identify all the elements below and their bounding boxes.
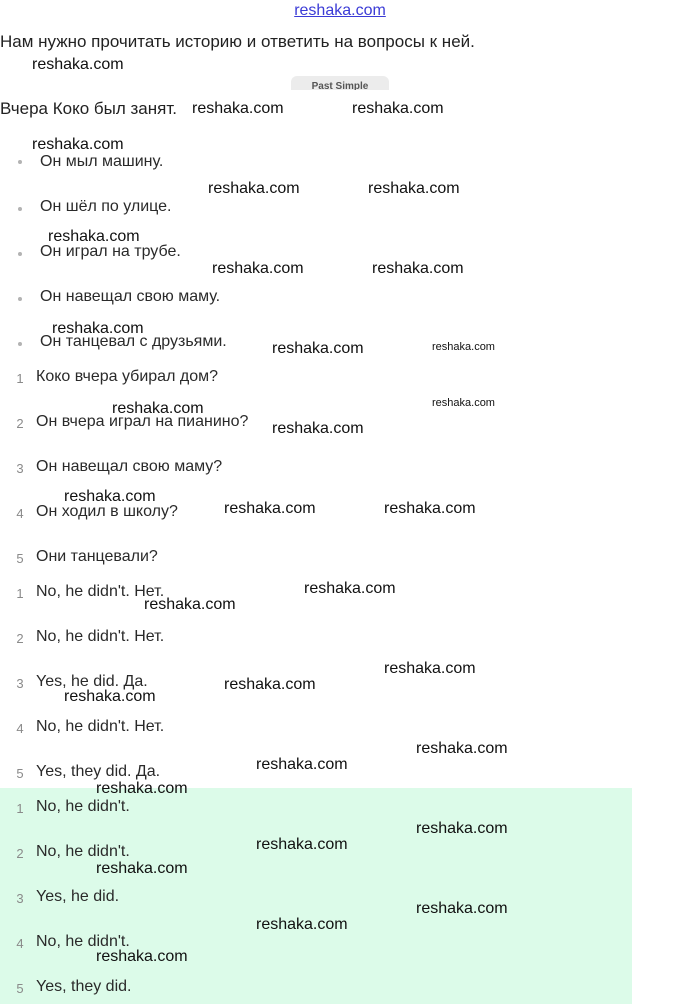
grammar-tag: Past Simple	[291, 76, 389, 90]
watermark: reshaka.com	[256, 756, 348, 773]
watermark: reshaka.com	[208, 180, 300, 197]
item-number: 2	[16, 416, 24, 431]
watermark: reshaka.com	[96, 780, 188, 797]
watermark: reshaka.com	[304, 580, 396, 597]
list-item-text: Он мыл машину.	[40, 153, 164, 170]
answer-text: No, he didn't.	[36, 933, 130, 950]
watermark: reshaka.com	[272, 340, 364, 357]
watermark: reshaka.com	[416, 900, 508, 917]
watermark: reshaka.com	[96, 860, 188, 877]
answer-text: No, he didn't.	[36, 798, 130, 815]
question-text: Он навещал свою маму?	[36, 458, 223, 475]
answer-text: No, he didn't.	[36, 843, 130, 860]
watermark: reshaka.com	[52, 320, 144, 337]
item-number: 1	[16, 801, 24, 816]
watermark: reshaka.com	[352, 100, 444, 117]
watermark: reshaka.com	[144, 596, 236, 613]
item-number: 5	[16, 981, 24, 996]
bullet-icon	[18, 207, 22, 211]
item-number: 3	[16, 891, 24, 906]
answer-text: Yes, they did. Да.	[36, 763, 161, 780]
bullet-icon	[18, 160, 22, 164]
watermark: reshaka.com	[212, 260, 304, 277]
item-number: 2	[16, 631, 24, 646]
question-text: Он вчера играл на пианино?	[36, 413, 249, 430]
list-item-text: Он играл на трубе.	[40, 243, 181, 260]
answer-text: Yes, he did. Да.	[36, 673, 148, 690]
bullet-icon	[18, 252, 22, 256]
item-number: 5	[16, 551, 24, 566]
watermark: reshaka.com	[224, 500, 316, 517]
item-number: 5	[16, 766, 24, 781]
intro-text: Нам нужно прочитать историю и ответить на вопросы к ней.	[0, 32, 475, 51]
watermark: reshaka.com	[32, 56, 124, 73]
watermark: reshaka.com	[48, 228, 140, 245]
question-text: Он ходил в школу?	[36, 503, 178, 520]
watermark: reshaka.com	[96, 948, 188, 965]
item-number: 4	[16, 721, 24, 736]
watermark: reshaka.com	[224, 676, 316, 693]
answer-text: No, he didn't. Нет.	[36, 628, 165, 645]
answer-text: Yes, he did.	[36, 888, 120, 905]
item-number: 1	[16, 371, 24, 386]
list-item-text: Он навещал свою маму.	[40, 288, 221, 305]
watermark: reshaka.com	[64, 688, 156, 705]
bullet-icon	[18, 342, 22, 346]
watermark: reshaka.com	[256, 916, 348, 933]
watermark: reshaka.com	[256, 836, 348, 853]
watermark: reshaka.com	[192, 100, 284, 117]
watermark: reshaka.com	[384, 660, 476, 677]
item-number: 4	[16, 936, 24, 951]
answer-text: No, he didn't. Нет.	[36, 718, 165, 735]
item-number: 3	[16, 676, 24, 691]
watermark: reshaka.com	[432, 397, 495, 409]
watermark: reshaka.com	[416, 740, 508, 757]
item-number: 4	[16, 506, 24, 521]
item-number: 1	[16, 586, 24, 601]
watermark: reshaka.com	[112, 400, 204, 417]
site-link[interactable]: reshaka.com	[294, 2, 386, 19]
item-number: 3	[16, 461, 24, 476]
watermark: reshaka.com	[432, 341, 495, 353]
answer-text: Yes, they did.	[36, 978, 132, 995]
watermark: reshaka.com	[416, 820, 508, 837]
watermark: reshaka.com	[272, 420, 364, 437]
watermark: reshaka.com	[368, 180, 460, 197]
watermark: reshaka.com	[384, 500, 476, 517]
story-title: Вчера Коко был занят.	[0, 99, 177, 118]
question-text: Они танцевали?	[36, 548, 158, 565]
watermark: reshaka.com	[32, 136, 124, 153]
bullet-icon	[18, 297, 22, 301]
item-number: 2	[16, 846, 24, 861]
answer-text: No, he didn't. Нет.	[36, 583, 165, 600]
watermark: reshaka.com	[372, 260, 464, 277]
watermark: reshaka.com	[64, 488, 156, 505]
list-item-text: Он шёл по улице.	[40, 198, 172, 215]
question-text: Коко вчера убирал дом?	[36, 368, 218, 385]
list-item-text: Он танцевал с друзьями.	[40, 333, 227, 350]
